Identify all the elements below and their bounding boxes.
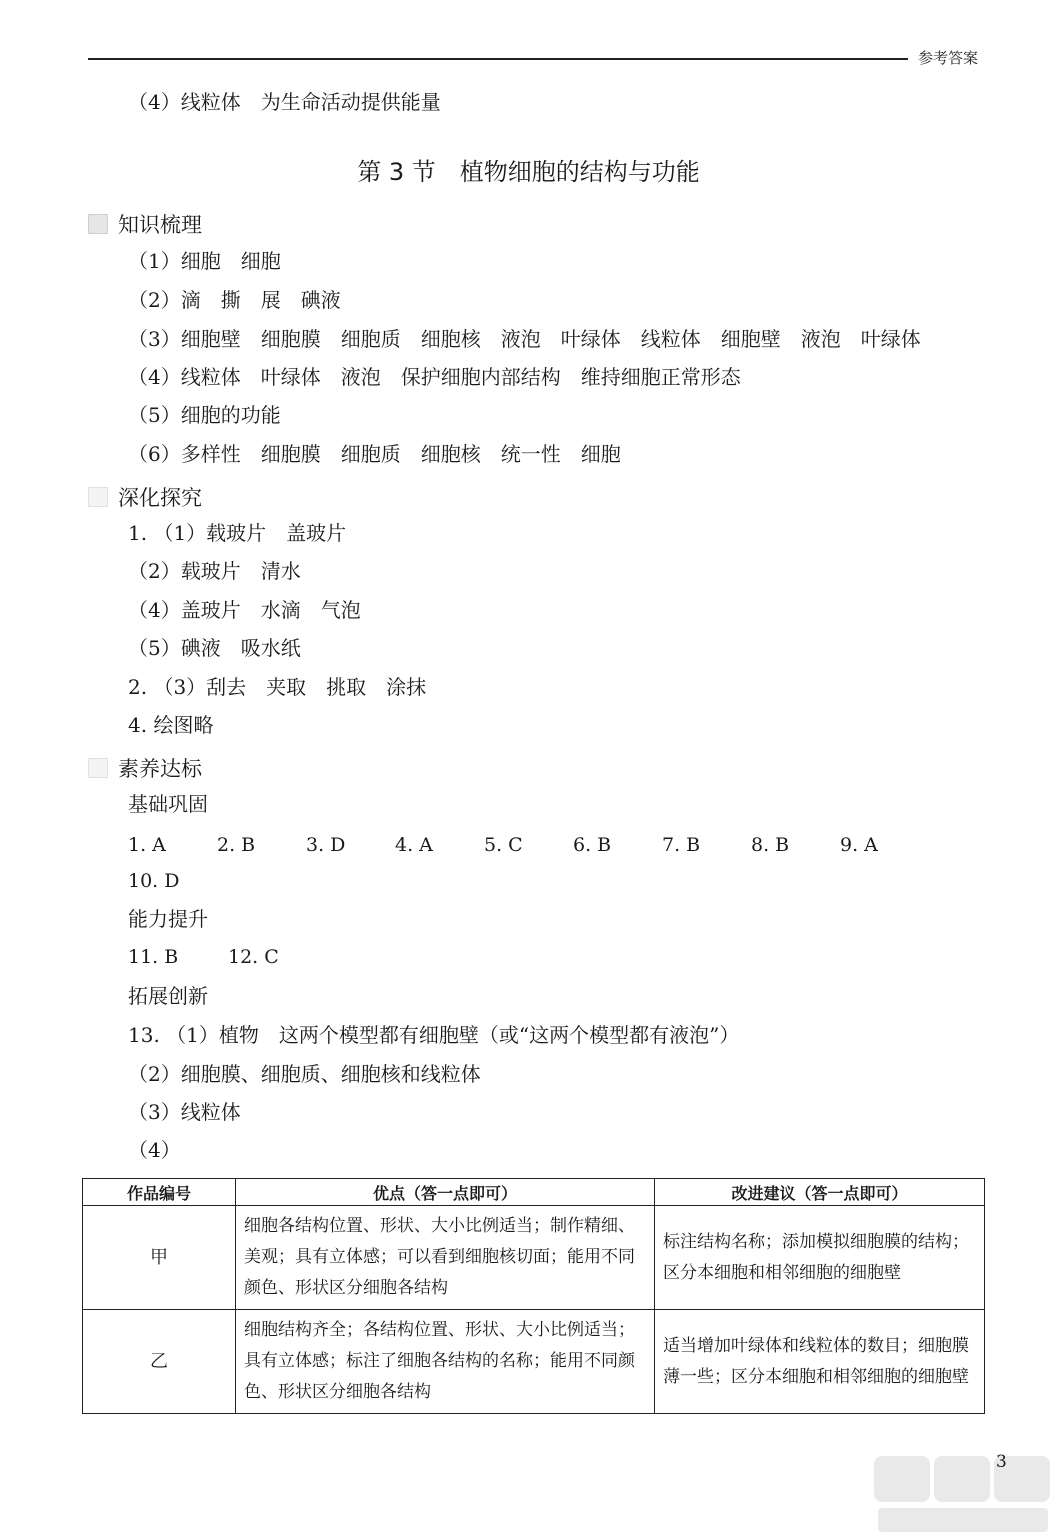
evaluation-table — [82, 1178, 985, 1414]
answer-item: 9. A — [840, 834, 878, 856]
section-title: 第 3 节 植物细胞的结构与功能 — [357, 158, 700, 186]
knowledge-line: （6）多样性 细胞膜 细胞质 细胞核 统一性 细胞 — [128, 442, 621, 466]
table-header-row — [83, 1179, 985, 1206]
answer-item: 10. D — [128, 870, 180, 892]
work-id-cell: 乙 — [83, 1310, 236, 1414]
answer-item: 8. B — [751, 834, 790, 856]
explore-heading-text: 深化探究 — [118, 486, 202, 510]
knowledge-heading-text: 知识梳理 — [118, 213, 202, 237]
work-id-cell: 甲 — [83, 1206, 236, 1310]
column-header: 优点（答一点即可） — [236, 1179, 655, 1206]
literacy-heading — [88, 753, 202, 783]
suggestions-cell: 适当增加叶绿体和线粒体的数目；细胞膜薄一些；区分本细胞和相邻细胞的细胞壁 — [655, 1310, 985, 1414]
page-number: 3 — [996, 1452, 1007, 1472]
answer-item: 4. A — [395, 834, 433, 856]
explore-line: （2）载玻片 清水 — [128, 559, 301, 583]
answer-item: 6. B — [573, 834, 612, 856]
answer-item: 2. B — [217, 834, 256, 856]
knowledge-line: （2）滴 撕 展 碘液 — [128, 288, 341, 312]
answer-item: 1. A — [128, 834, 166, 856]
explore-line: 1. （1）载玻片 盖玻片 — [128, 521, 347, 545]
extend-line: （3）线粒体 — [128, 1100, 241, 1124]
extend-line: （4） — [128, 1138, 181, 1162]
explore-line: 2. （3）刮去 夹取 挑取 涂抹 — [128, 675, 427, 699]
literacy-heading-text: 素养达标 — [118, 757, 202, 781]
answer-item: 5. C — [484, 834, 523, 856]
square-icon — [88, 214, 108, 234]
suggestions-cell: 标注结构名称；添加模拟细胞膜的结构；区分本细胞和相邻细胞的细胞壁 — [655, 1206, 985, 1310]
table-row — [83, 1206, 985, 1310]
basic-label: 基础巩固 — [128, 792, 208, 816]
answer-item: 7. B — [662, 834, 701, 856]
knowledge-heading — [88, 209, 202, 239]
header-rule — [88, 58, 908, 60]
explore-line: （4）盖玻片 水滴 气泡 — [128, 598, 361, 622]
pros-cell: 细胞结构齐全；各结构位置、形状、大小比例适当；具有立体感；标注了细胞各结构的名称；能用不同颜色、形状区分细胞各结构 — [236, 1310, 655, 1414]
pros-cell: 细胞各结构位置、形状、大小比例适当；制作精细、美观；具有立体感；可以看到细胞核切面；能用不同颜色、形状区分细胞各结构 — [236, 1206, 655, 1310]
answer-item: 11. B — [128, 946, 179, 968]
answer-item: 12. C — [228, 946, 279, 968]
header-label: 参考答案 — [918, 49, 979, 67]
extend-label: 拓展创新 — [128, 984, 208, 1008]
watermark-logo — [870, 1450, 1056, 1536]
ability-label: 能力提升 — [128, 907, 208, 931]
extend-line: （2）细胞膜、细胞质、细胞核和线粒体 — [128, 1062, 481, 1086]
column-header: 作品编号 — [83, 1179, 236, 1206]
prev-item: （4）线粒体 为生命活动提供能量 — [128, 90, 441, 114]
square-icon — [88, 758, 108, 778]
knowledge-line: （1）细胞 细胞 — [128, 249, 281, 273]
knowledge-line: （3）细胞壁 细胞膜 细胞质 细胞核 液泡 叶绿体 线粒体 细胞壁 液泡 叶绿体 — [128, 327, 921, 351]
explore-line: （5）碘液 吸水纸 — [128, 636, 301, 660]
explore-heading — [88, 482, 202, 512]
extend-line: 13. （1）植物 这两个模型都有细胞壁（或“这两个模型都有液泡”） — [128, 1023, 740, 1047]
knowledge-line: （5）细胞的功能 — [128, 403, 281, 427]
answer-item: 3. D — [306, 834, 346, 856]
explore-line: 4. 绘图略 — [128, 713, 214, 737]
column-header: 改进建议（答一点即可） — [655, 1179, 985, 1206]
knowledge-line: （4）线粒体 叶绿体 液泡 保护细胞内部结构 维持细胞正常形态 — [128, 365, 741, 389]
square-icon — [88, 487, 108, 507]
table-row — [83, 1310, 985, 1414]
